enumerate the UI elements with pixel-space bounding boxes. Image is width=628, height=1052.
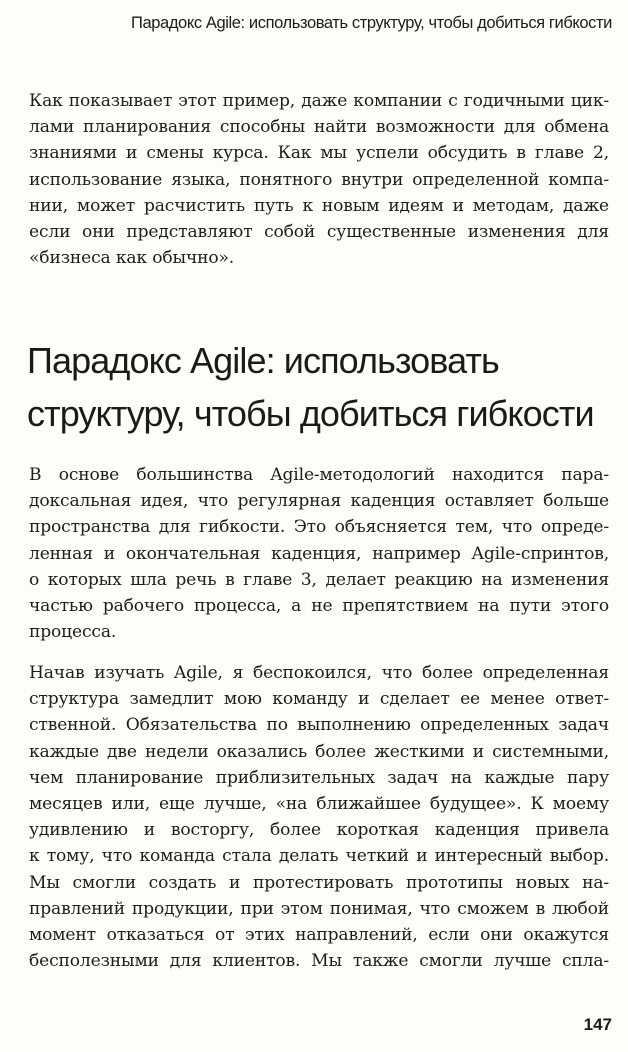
paragraph-line: «бизнеса как обычно». [29, 248, 235, 269]
paragraph-line: пространства для гибкости. Это объясняется тем, что опреде- [29, 517, 609, 538]
paragraph-line: о которых шла речь в главе 3, делает реакцию на изменения [29, 569, 609, 590]
paragraph-line: В основе большинства Agile-методологий находится пара- [29, 465, 609, 485]
paragraph-line: ленная и окончательная каденция, например Agile-спринтов, [29, 543, 609, 564]
paragraph-line: месяцев или, еще лучше, «на ближайшее будущее». К моему [29, 794, 609, 815]
section-heading [27, 334, 617, 440]
paragraph-line: ственной. Обязательства по выполнению определенных задач [29, 715, 609, 736]
paragraph-line: частью рабочего процесса, а не препятствием на пути этого [29, 596, 609, 617]
paragraph-line: чем планирование приблизительных задач на каждые пару [29, 767, 609, 788]
paragraph-line: каждые две недели оказались более жесткими и системными, [29, 741, 609, 762]
paragraph-line: нии, может расчистить путь к новым идеям и методам, даже [29, 195, 609, 216]
paragraph-line: бесполезными для клиентов. Мы также смогли лучше спла- [29, 951, 609, 972]
paragraph-line: к тому, что команда стала делать четкий и интересный выбор. [29, 846, 609, 867]
paragraph-line: правлений продукции, при этом понимая, что сможем в любой [29, 898, 609, 919]
page-number: 147 [583, 1015, 612, 1034]
paragraph-line: лами планирования способны найти возможности для обмена [29, 117, 609, 138]
paragraph-line: удивлению и восторгу, более короткая каденция привела [29, 820, 609, 841]
paragraph-agile-paradox [29, 462, 609, 645]
paragraph-line: если они представляют собой существенные изменения для [29, 222, 609, 243]
paragraph-line: момент отказаться от этих направлений, если они окажутся [29, 925, 609, 946]
paragraph-line: доксальная идея, что регулярная каденция оставляет больше [29, 491, 609, 512]
paragraph-line: структура замедлит мою команду и сделает ее менее ответ- [29, 689, 609, 710]
paragraph-personal-experience [29, 660, 609, 974]
section-heading-line: структуру, чтобы добиться гибкости [27, 393, 594, 434]
paragraph-line: использование языка, понятного внутри определенной компа- [29, 169, 609, 190]
section-heading-line: Парадокс Agile: использовать [27, 340, 499, 381]
paragraph-line: Как показывает этот пример, даже компании с годичными цик- [29, 91, 609, 111]
paragraph-line: Мы смогли создать и протестировать прототипы новых на- [29, 872, 609, 893]
paragraph-line: процесса. [29, 622, 117, 643]
paragraph-line: знаниями и смены курса. Как мы успели обсудить в главе 2, [29, 143, 609, 164]
paragraph-intro [29, 88, 609, 271]
running-header-title: Парадокс Agile: использовать структуру, чтобы добиться гибкости [131, 14, 612, 32]
paragraph-line: Начав изучать Agile, я беспокоился, что более определенная [29, 663, 609, 683]
